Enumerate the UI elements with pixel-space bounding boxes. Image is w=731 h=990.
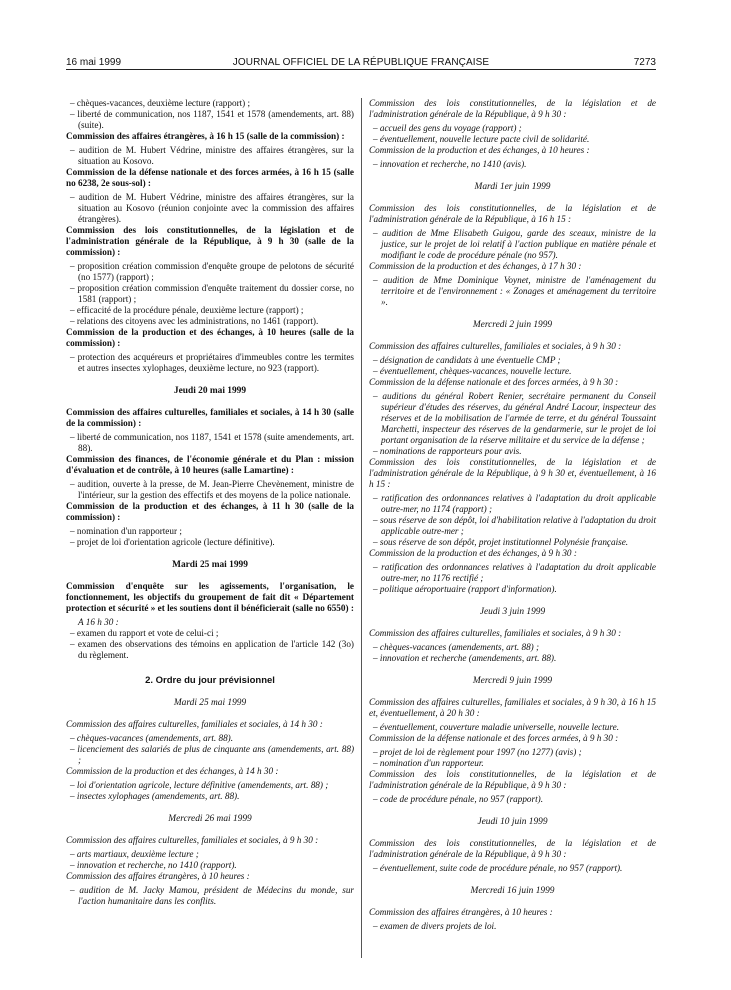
commission-heading: Commission des affaires culturelles, familiales et sociales, à 14 h 30 (salle de la commission) :	[66, 407, 354, 428]
commission-heading: Commission de la défense nationale et des forces armées, à 16 h 15 (salle no 6238, 2e sous-sol) :	[66, 167, 354, 188]
list-item: – politique aéroportuaire (rapport d'information).	[373, 584, 557, 594]
commission-heading: Commission des lois constitutionnelles, de la législation et de l'administration générale de la République, à 16 h 15 :	[369, 203, 656, 224]
list-item: – efficacité de la procédure pénale, deuxième lecture (rapport) ;	[70, 305, 304, 315]
commission-heading: Commission des lois constitutionnelles, de la législation et de l'administration générale de la République, à 9 h 30 (salle de la commission) :	[66, 225, 354, 257]
list-item: – projet de loi de règlement pour 1997 (no 1277) (avis) ;	[373, 747, 582, 757]
date-heading: Jeudi 20 mai 1999	[173, 386, 247, 396]
list-item: – arts martiaux, deuxième lecture ;	[70, 849, 199, 859]
list-item: – liberté de communication, nos 1187, 1541 et 1578 (suite amendements, art. 88).	[70, 432, 354, 453]
list-item: – chèques-vacances (amendements, art. 88).	[70, 733, 234, 743]
list-item: – audition de M. Hubert Védrine, ministre des affaires étrangères, sur la situation au Kosovo.	[70, 145, 354, 166]
commission-heading: Commission de la production et des échanges, à 14 h 30 :	[66, 766, 279, 776]
date-heading: Mercredi 2 juin 1999	[472, 320, 553, 330]
list-item: – code de procédure pénale, no 957 (rapport).	[373, 794, 544, 804]
list-item: – examen des observations des témoins en application de l'article 142 (3o) du règlement.	[70, 639, 354, 660]
commission-heading: Commission des affaires culturelles, familiales et sociales, à 9 h 30, à 16 h 15 et, éventuellement, à 20 h 30 :	[369, 697, 656, 718]
time-line: A 16 h 30 :	[78, 617, 119, 627]
list-item: – examen du rapport et vote de celui-ci ;	[70, 628, 219, 638]
list-item: – nomination d'un rapporteur ;	[70, 526, 182, 536]
date-heading: Jeudi 10 juin 1999	[477, 817, 548, 827]
date-heading: Jeudi 3 juin 1999	[479, 607, 546, 617]
list-item: – chèques-vacances, deuxième lecture (rapport) ;	[70, 98, 251, 108]
list-item: – chèques-vacances (amendements, art. 88) ;	[373, 642, 540, 652]
commission-heading: Commission des lois constitutionnelles, de la législation et de l'administration générale de la République, à 9 h 30 :	[369, 769, 656, 790]
list-item: – proposition création commission d'enquête groupe de pelotons de sécurité (no 1577) (rapport) ;	[70, 261, 354, 282]
list-item: – ratification des ordonnances relatives à l'adaptation du droit applicable outre-mer, no 1174 (rapport) ;	[373, 493, 656, 514]
list-item: – audition de Mme Dominique Voynet, ministre de l'aménagement du territoire et de l'environnement : « Zonages et aménagement du territoire ».	[373, 275, 656, 307]
list-item: – insectes xylophages (amendements, art. 88).	[70, 791, 240, 801]
list-item: – projet de loi d'orientation agricole (lecture définitive).	[70, 537, 275, 547]
date-heading: Mardi 25 mai 1999	[173, 698, 247, 708]
list-item: – sous réserve de son dépôt, loi d'habilitation relative à l'adaptation du droit applicable outre-mer ;	[373, 515, 656, 536]
date-heading: Mercredi 26 mai 1999	[168, 814, 252, 824]
commission-heading: Commission des affaires culturelles, familiales et sociales, à 9 h 30 :	[369, 628, 622, 638]
list-item: – liberté de communication, nos 1187, 1541 et 1578 (amendements, art. 88) (suite).	[70, 109, 354, 130]
header-rule	[66, 69, 656, 70]
list-item: – innovation et recherche (amendements, art. 88).	[373, 653, 557, 663]
commission-heading: Commission des affaires culturelles, familiales et sociales, à 9 h 30 :	[66, 835, 319, 845]
list-item: – éventuellement, suite code de procédure pénale, no 957 (rapport).	[373, 863, 623, 873]
list-item: – innovation et recherche, no 1410 (avis).	[373, 159, 527, 169]
list-item: – désignation de candidats à une éventuelle CMP ;	[373, 355, 561, 365]
commission-heading: Commission des lois constitutionnelles, de la législation et de l'administration générale de la République, à 9 h 30 et, éventuellement, à 16 h 15 :	[369, 457, 656, 489]
list-item: – audition de Mme Elisabeth Guigou, garde des sceaux, ministre de la justice, sur le projet de loi relatif à l'action publique en matière pénale et modifiant le code de procédure pénale (no 957).	[373, 228, 656, 260]
list-item: – éventuellement, chèques-vacances, nouvelle lecture.	[373, 366, 572, 376]
commission-heading: Commission de la production et des échanges, à 17 h 30 :	[369, 261, 582, 271]
right-column	[369, 98, 656, 932]
date-heading: Mardi 1er juin 1999	[474, 182, 551, 192]
commission-heading: Commission d'enquête sur les agissements, l'organisation, le fonctionnement, les objectifs du groupement de fait dit « Département protection et sécurité » et les soutiens dont il bénéficierait (salle no 6550) :	[66, 581, 354, 613]
list-item: – audition de M. Jacky Mamou, président de Médecins du monde, sur l'action humanitaire dans les conflits.	[70, 885, 354, 906]
list-item: – audition de M. Hubert Védrine, ministre des affaires étrangères, sur la situation au Kosovo (réunion conjointe avec la commission des affaires étrangères).	[70, 192, 354, 224]
list-item: – sous réserve de son dépôt, projet institutionnel Polynésie française.	[373, 537, 629, 547]
list-item: – examen de divers projets de loi.	[373, 921, 497, 931]
list-item: – ratification des ordonnances relatives à l'adaptation du droit applicable outre-mer, no 1176 rectifié ;	[373, 562, 656, 583]
commission-heading: Commission des affaires culturelles, familiales et sociales, à 14 h 30 :	[66, 719, 323, 729]
header-date: 16 mai 1999	[66, 57, 122, 68]
commission-heading: Commission de la production et des échanges, à 10 heures (salle de la commission) :	[66, 327, 354, 348]
list-item: – auditions du général Robert Renier, secrétaire permanent du Conseil supérieur d'études des réserves, du général André Lacour, inspecteur des réserves et de la mobilisation de l'armée de terre, et du général Toussaint Marchetti, inspecteur des réserves de la gendarmerie, sur le projet de loi portant organisation de la réserve militaire et du service de la défense ;	[373, 391, 656, 445]
list-item: – protection des acquéreurs et propriétaires d'immeubles contre les termites et autres insectes xylophages, deuxième lecture, no 923 (rapport).	[70, 352, 354, 373]
list-item: – nomination d'un rapporteur.	[373, 758, 484, 768]
header-journal-title: JOURNAL OFFICIEL DE LA RÉPUBLIQUE FRANÇAISE	[232, 57, 490, 68]
commission-heading: Commission de la production et des échanges, à 9 h 30 :	[369, 548, 577, 558]
list-item: – éventuellement, couverture maladie universelle, nouvelle lecture.	[373, 722, 620, 732]
section-title: 2. Ordre du jour prévisionnel	[145, 675, 275, 686]
date-heading: Mardi 25 mai 1999	[172, 560, 248, 570]
list-item: – loi d'orientation agricole, lecture définitive (amendements, art. 88) ;	[70, 780, 329, 790]
commission-heading: Commission des finances, de l'économie générale et du Plan : mission d'évaluation et de contrôle, à 10 heures (salle Lamartine) :	[66, 454, 354, 475]
column-separator	[361, 98, 362, 958]
list-item: – nominations de rapporteurs pour avis.	[373, 446, 522, 456]
commission-heading: Commission des affaires étrangères, à 16 h 15 (salle de la commission) :	[66, 131, 345, 141]
commission-heading: Commission de la production et des échanges, à 11 h 30 (salle de la commission) :	[66, 501, 354, 522]
commission-heading: Commission des affaires culturelles, familiales et sociales, à 9 h 30 :	[369, 341, 622, 351]
list-item: – relations des citoyens avec les administrations, no 1461 (rapport).	[70, 316, 319, 326]
list-item: – accueil des gens du voyage (rapport) ;	[373, 123, 522, 133]
list-item: – audition, ouverte à la presse, de M. Jean-Pierre Chevènement, ministre de l'intérieur, sur la gestion des effectifs et des moyens de la police nationale.	[70, 479, 354, 500]
date-heading: Mercredi 9 juin 1999	[472, 676, 553, 686]
list-item: – éventuellement, nouvelle lecture pacte civil de solidarité.	[373, 134, 590, 144]
commission-heading: Commission de la production et des échanges, à 10 heures :	[369, 145, 590, 155]
commission-heading: Commission des lois constitutionnelles, de la législation et de l'administration générale de la République, à 9 h 30 :	[369, 838, 656, 859]
list-item: – innovation et recherche, no 1410 (rapport).	[70, 860, 237, 870]
list-item: – licenciement des salariés de plus de cinquante ans (amendements, art. 88) ;	[70, 744, 354, 765]
commission-heading: Commission de la défense nationale et des forces armées, à 9 h 30 :	[369, 377, 619, 387]
date-heading: Mercredi 16 juin 1999	[470, 886, 555, 896]
commission-heading: Commission des affaires étrangères, à 10 heures :	[66, 871, 250, 881]
commission-heading: Commission des affaires étrangères, à 10 heures :	[369, 907, 553, 917]
commission-heading: Commission des lois constitutionnelles, de la législation et de l'administration générale de la République, à 9 h 30 :	[369, 98, 656, 119]
header-page-number: 7273	[633, 57, 656, 68]
left-column	[66, 98, 354, 907]
list-item: – proposition création commission d'enquête traitement du dossier corse, no 1581 (rapport) ;	[70, 283, 354, 304]
commission-heading: Commission de la défense nationale et des forces armées, à 9 h 30 :	[369, 733, 619, 743]
